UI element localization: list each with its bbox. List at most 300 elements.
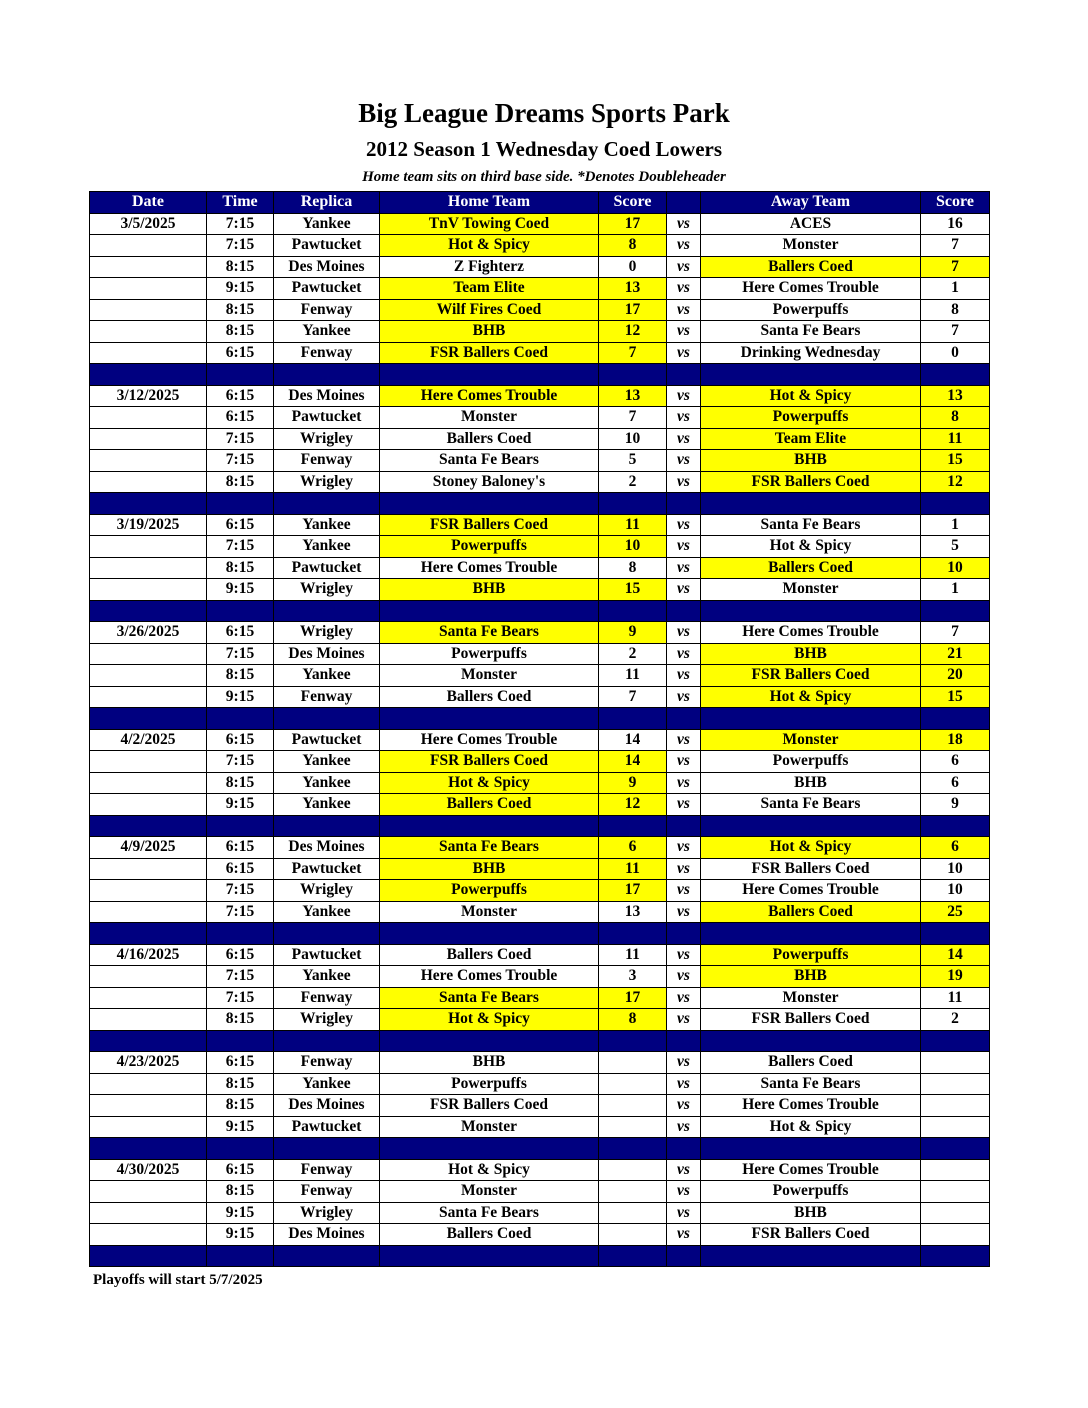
time-cell: 8:15 xyxy=(207,256,274,278)
away-score-cell: 20 xyxy=(921,665,990,687)
home-team-cell: Ballers Coed xyxy=(380,794,599,816)
home-score-cell xyxy=(599,1116,667,1138)
separator-cell xyxy=(921,1030,990,1052)
page-subtitle: 2012 Season 1 Wednesday Coed Lowers xyxy=(365,137,723,161)
home-score-cell xyxy=(599,1181,667,1203)
away-team-cell: Monster xyxy=(701,987,921,1009)
time-cell: 6:15 xyxy=(207,944,274,966)
separator-cell xyxy=(599,923,667,945)
date-cell: 3/19/2025 xyxy=(90,514,207,536)
away-team-cell: BHB xyxy=(701,772,921,794)
time-cell: 9:15 xyxy=(207,1116,274,1138)
home-score-cell: 17 xyxy=(599,213,667,235)
separator-cell xyxy=(921,1138,990,1160)
table-row xyxy=(90,901,990,923)
field-cell: Yankee xyxy=(274,213,380,235)
separator-cell xyxy=(701,364,921,386)
week-separator-row xyxy=(90,1245,990,1267)
date-cell xyxy=(90,342,207,364)
separator-cell xyxy=(207,923,274,945)
vs-cell: vs xyxy=(667,321,701,343)
home-team-cell: Monster xyxy=(380,407,599,429)
col-header-away-score: Score xyxy=(921,192,990,214)
table-row xyxy=(90,987,990,1009)
home-score-cell: 2 xyxy=(599,643,667,665)
col-header-replica: Replica xyxy=(274,192,380,214)
separator-cell xyxy=(380,600,599,622)
date-cell xyxy=(90,880,207,902)
vs-cell: vs xyxy=(667,299,701,321)
separator-cell xyxy=(380,923,599,945)
away-team-cell: FSR Ballers Coed xyxy=(701,858,921,880)
table-row xyxy=(90,428,990,450)
time-cell: 8:15 xyxy=(207,299,274,321)
separator-cell xyxy=(274,923,380,945)
table-row xyxy=(90,450,990,472)
date-cell: 3/12/2025 xyxy=(90,385,207,407)
date-cell xyxy=(90,1224,207,1246)
time-cell: 8:15 xyxy=(207,321,274,343)
date-cell xyxy=(90,665,207,687)
away-score-cell: 7 xyxy=(921,321,990,343)
separator-cell xyxy=(667,364,701,386)
table-row xyxy=(90,557,990,579)
table-row xyxy=(90,1181,990,1203)
vs-cell: vs xyxy=(667,1202,701,1224)
home-score-cell: 14 xyxy=(599,729,667,751)
table-row xyxy=(90,751,990,773)
field-cell: Yankee xyxy=(274,794,380,816)
home-score-cell: 15 xyxy=(599,579,667,601)
home-team-cell: Hot & Spicy xyxy=(380,235,599,257)
away-team-cell: Santa Fe Bears xyxy=(701,321,921,343)
vs-cell: vs xyxy=(667,751,701,773)
schedule-table xyxy=(89,191,990,1267)
home-score-cell: 7 xyxy=(599,342,667,364)
date-cell xyxy=(90,1095,207,1117)
vs-cell: vs xyxy=(667,987,701,1009)
field-cell: Wrigley xyxy=(274,622,380,644)
vs-cell: vs xyxy=(667,514,701,536)
date-cell xyxy=(90,450,207,472)
home-score-cell: 9 xyxy=(599,622,667,644)
away-score-cell: 8 xyxy=(921,299,990,321)
away-score-cell: 15 xyxy=(921,450,990,472)
separator-cell xyxy=(274,708,380,730)
table-row xyxy=(90,880,990,902)
field-cell: Fenway xyxy=(274,987,380,1009)
away-team-cell: ACES xyxy=(701,213,921,235)
week-separator-row xyxy=(90,1138,990,1160)
home-team-cell: Powerpuffs xyxy=(380,536,599,558)
vs-cell: vs xyxy=(667,471,701,493)
away-score-cell: 2 xyxy=(921,1009,990,1031)
field-cell: Fenway xyxy=(274,686,380,708)
time-cell: 8:15 xyxy=(207,772,274,794)
field-cell: Pawtucket xyxy=(274,944,380,966)
vs-cell: vs xyxy=(667,622,701,644)
field-cell: Yankee xyxy=(274,966,380,988)
date-cell xyxy=(90,471,207,493)
home-team-cell: Ballers Coed xyxy=(380,944,599,966)
vs-cell: vs xyxy=(667,1116,701,1138)
separator-cell xyxy=(667,600,701,622)
separator-cell xyxy=(921,815,990,837)
week-separator-row xyxy=(90,923,990,945)
vs-cell: vs xyxy=(667,1095,701,1117)
separator-cell xyxy=(667,493,701,515)
table-row xyxy=(90,256,990,278)
vs-cell: vs xyxy=(667,858,701,880)
field-cell: Pawtucket xyxy=(274,858,380,880)
vs-cell: vs xyxy=(667,1009,701,1031)
home-score-cell: 5 xyxy=(599,450,667,472)
table-row xyxy=(90,278,990,300)
away-team-cell: Ballers Coed xyxy=(701,256,921,278)
table-row xyxy=(90,966,990,988)
date-cell xyxy=(90,321,207,343)
vs-cell: vs xyxy=(667,385,701,407)
away-team-cell: BHB xyxy=(701,450,921,472)
separator-cell xyxy=(599,493,667,515)
separator-cell xyxy=(921,923,990,945)
page-title: Big League Dreams Sports Park xyxy=(358,98,730,128)
away-score-cell: 10 xyxy=(921,880,990,902)
away-team-cell: Hot & Spicy xyxy=(701,536,921,558)
field-cell: Pawtucket xyxy=(274,407,380,429)
time-cell: 7:15 xyxy=(207,536,274,558)
vs-cell: vs xyxy=(667,1052,701,1074)
date-cell xyxy=(90,536,207,558)
home-team-cell: Santa Fe Bears xyxy=(380,837,599,859)
playoffs-note: Playoffs will start 5/7/2025 xyxy=(93,1272,263,1288)
vs-cell: vs xyxy=(667,1073,701,1095)
away-score-cell xyxy=(921,1159,990,1181)
away-team-cell: FSR Ballers Coed xyxy=(701,471,921,493)
away-score-cell: 19 xyxy=(921,966,990,988)
time-cell: 8:15 xyxy=(207,1009,274,1031)
date-cell: 4/30/2025 xyxy=(90,1159,207,1181)
away-team-cell: Powerpuffs xyxy=(701,299,921,321)
separator-cell xyxy=(921,364,990,386)
week-separator-row xyxy=(90,708,990,730)
away-score-cell: 7 xyxy=(921,622,990,644)
separator-cell xyxy=(90,600,207,622)
vs-cell: vs xyxy=(667,944,701,966)
separator-cell xyxy=(380,1138,599,1160)
date-cell xyxy=(90,858,207,880)
vs-cell: vs xyxy=(667,536,701,558)
away-team-cell: Santa Fe Bears xyxy=(701,794,921,816)
vs-cell: vs xyxy=(667,278,701,300)
vs-cell: vs xyxy=(667,966,701,988)
field-cell: Des Moines xyxy=(274,837,380,859)
table-row xyxy=(90,729,990,751)
home-team-cell: Here Comes Trouble xyxy=(380,385,599,407)
home-team-cell: FSR Ballers Coed xyxy=(380,342,599,364)
home-score-cell: 0 xyxy=(599,256,667,278)
home-team-cell: Powerpuffs xyxy=(380,880,599,902)
home-score-cell: 13 xyxy=(599,278,667,300)
time-cell: 7:15 xyxy=(207,880,274,902)
field-cell: Yankee xyxy=(274,665,380,687)
away-score-cell: 11 xyxy=(921,428,990,450)
away-score-cell: 1 xyxy=(921,579,990,601)
vs-cell: vs xyxy=(667,729,701,751)
away-score-cell: 14 xyxy=(921,944,990,966)
time-cell: 6:15 xyxy=(207,385,274,407)
field-cell: Fenway xyxy=(274,450,380,472)
time-cell: 7:15 xyxy=(207,751,274,773)
home-team-cell: BHB xyxy=(380,858,599,880)
home-team-cell: Hot & Spicy xyxy=(380,1009,599,1031)
separator-cell xyxy=(90,493,207,515)
date-cell xyxy=(90,901,207,923)
away-score-cell: 10 xyxy=(921,858,990,880)
home-team-cell: Here Comes Trouble xyxy=(380,729,599,751)
away-score-cell: 21 xyxy=(921,643,990,665)
home-score-cell xyxy=(599,1052,667,1074)
separator-cell xyxy=(274,493,380,515)
separator-cell xyxy=(380,708,599,730)
separator-cell xyxy=(90,1245,207,1267)
field-cell: Wrigley xyxy=(274,1009,380,1031)
home-team-cell: Z Fighterz xyxy=(380,256,599,278)
away-team-cell: Powerpuffs xyxy=(701,751,921,773)
home-team-cell: TnV Towing Coed xyxy=(380,213,599,235)
home-team-cell: Santa Fe Bears xyxy=(380,987,599,1009)
field-cell: Yankee xyxy=(274,321,380,343)
separator-cell xyxy=(274,364,380,386)
separator-cell xyxy=(90,923,207,945)
home-team-cell: FSR Ballers Coed xyxy=(380,514,599,536)
away-score-cell xyxy=(921,1181,990,1203)
vs-cell: vs xyxy=(667,1224,701,1246)
field-cell: Des Moines xyxy=(274,1095,380,1117)
field-cell: Pawtucket xyxy=(274,1116,380,1138)
week-separator-row xyxy=(90,364,990,386)
time-cell: 8:15 xyxy=(207,1181,274,1203)
table-row xyxy=(90,1159,990,1181)
date-cell xyxy=(90,557,207,579)
date-cell xyxy=(90,235,207,257)
date-cell xyxy=(90,278,207,300)
table-row xyxy=(90,235,990,257)
home-score-cell: 10 xyxy=(599,428,667,450)
home-score-cell xyxy=(599,1159,667,1181)
date-cell xyxy=(90,751,207,773)
field-cell: Pawtucket xyxy=(274,729,380,751)
away-team-cell: Ballers Coed xyxy=(701,1052,921,1074)
col-header-away-team: Away Team xyxy=(701,192,921,214)
date-cell: 4/16/2025 xyxy=(90,944,207,966)
field-cell: Pawtucket xyxy=(274,235,380,257)
away-score-cell: 16 xyxy=(921,213,990,235)
time-cell: 6:15 xyxy=(207,622,274,644)
time-cell: 7:15 xyxy=(207,235,274,257)
time-cell: 6:15 xyxy=(207,1052,274,1074)
table-row xyxy=(90,407,990,429)
separator-cell xyxy=(599,600,667,622)
time-cell: 7:15 xyxy=(207,966,274,988)
separator-cell xyxy=(701,708,921,730)
home-team-cell: Ballers Coed xyxy=(380,686,599,708)
separator-cell xyxy=(701,815,921,837)
field-cell: Pawtucket xyxy=(274,278,380,300)
away-team-cell: Drinking Wednesday xyxy=(701,342,921,364)
home-team-cell: Monster xyxy=(380,1181,599,1203)
separator-cell xyxy=(90,1030,207,1052)
home-score-cell: 7 xyxy=(599,686,667,708)
field-cell: Des Moines xyxy=(274,643,380,665)
table-row xyxy=(90,342,990,364)
separator-cell xyxy=(207,600,274,622)
away-score-cell: 18 xyxy=(921,729,990,751)
away-team-cell: FSR Ballers Coed xyxy=(701,1224,921,1246)
away-score-cell: 13 xyxy=(921,385,990,407)
away-score-cell: 7 xyxy=(921,256,990,278)
home-score-cell: 13 xyxy=(599,901,667,923)
away-team-cell: Team Elite xyxy=(701,428,921,450)
separator-cell xyxy=(274,600,380,622)
field-cell: Yankee xyxy=(274,1073,380,1095)
away-team-cell: Ballers Coed xyxy=(701,557,921,579)
home-score-cell: 17 xyxy=(599,299,667,321)
home-team-cell: BHB xyxy=(380,321,599,343)
table-row xyxy=(90,643,990,665)
week-separator-row xyxy=(90,600,990,622)
field-cell: Pawtucket xyxy=(274,557,380,579)
time-cell: 6:15 xyxy=(207,1159,274,1181)
time-cell: 6:15 xyxy=(207,837,274,859)
vs-cell: vs xyxy=(667,557,701,579)
home-team-cell: Powerpuffs xyxy=(380,643,599,665)
away-score-cell: 6 xyxy=(921,751,990,773)
home-score-cell: 8 xyxy=(599,1009,667,1031)
date-cell xyxy=(90,794,207,816)
field-cell: Fenway xyxy=(274,1181,380,1203)
separator-cell xyxy=(274,1030,380,1052)
week-separator-row xyxy=(90,493,990,515)
home-score-cell: 12 xyxy=(599,794,667,816)
separator-cell xyxy=(599,815,667,837)
separator-cell xyxy=(667,815,701,837)
time-cell: 6:15 xyxy=(207,514,274,536)
vs-cell: vs xyxy=(667,256,701,278)
home-score-cell: 2 xyxy=(599,471,667,493)
date-cell: 4/9/2025 xyxy=(90,837,207,859)
time-cell: 7:15 xyxy=(207,213,274,235)
field-cell: Wrigley xyxy=(274,471,380,493)
separator-cell xyxy=(207,708,274,730)
separator-cell xyxy=(667,1138,701,1160)
col-header-date: Date xyxy=(90,192,207,214)
separator-cell xyxy=(599,708,667,730)
date-cell xyxy=(90,643,207,665)
time-cell: 6:15 xyxy=(207,342,274,364)
table-row xyxy=(90,858,990,880)
away-score-cell: 5 xyxy=(921,536,990,558)
separator-cell xyxy=(701,923,921,945)
separator-cell xyxy=(667,923,701,945)
separator-cell xyxy=(380,815,599,837)
home-team-cell: FSR Ballers Coed xyxy=(380,751,599,773)
home-team-cell: Hot & Spicy xyxy=(380,1159,599,1181)
separator-cell xyxy=(921,1245,990,1267)
home-score-cell: 8 xyxy=(599,235,667,257)
separator-cell xyxy=(667,1030,701,1052)
time-cell: 9:15 xyxy=(207,686,274,708)
separator-cell xyxy=(701,1030,921,1052)
away-score-cell: 11 xyxy=(921,987,990,1009)
table-row xyxy=(90,514,990,536)
date-cell xyxy=(90,987,207,1009)
col-header-time: Time xyxy=(207,192,274,214)
home-team-cell: Santa Fe Bears xyxy=(380,450,599,472)
table-row xyxy=(90,622,990,644)
col-header-home-team: Home Team xyxy=(380,192,599,214)
field-cell: Yankee xyxy=(274,901,380,923)
home-team-cell: BHB xyxy=(380,1052,599,1074)
away-team-cell: Santa Fe Bears xyxy=(701,1073,921,1095)
table-row xyxy=(90,536,990,558)
home-score-cell xyxy=(599,1073,667,1095)
separator-cell xyxy=(701,493,921,515)
schedule-note: Home team sits on third base side. *Denotes Doubleheader xyxy=(362,169,726,185)
vs-cell: vs xyxy=(667,794,701,816)
away-team-cell: Hot & Spicy xyxy=(701,385,921,407)
separator-cell xyxy=(90,708,207,730)
week-separator-row xyxy=(90,1030,990,1052)
time-cell: 8:15 xyxy=(207,665,274,687)
separator-cell xyxy=(701,600,921,622)
table-row xyxy=(90,794,990,816)
home-team-cell: FSR Ballers Coed xyxy=(380,1095,599,1117)
vs-cell: vs xyxy=(667,235,701,257)
away-score-cell: 25 xyxy=(921,901,990,923)
away-score-cell xyxy=(921,1224,990,1246)
field-cell: Yankee xyxy=(274,514,380,536)
date-cell xyxy=(90,256,207,278)
table-row xyxy=(90,772,990,794)
vs-cell: vs xyxy=(667,1159,701,1181)
separator-cell xyxy=(380,1030,599,1052)
away-team-cell: BHB xyxy=(701,966,921,988)
away-team-cell: Santa Fe Bears xyxy=(701,514,921,536)
table-row xyxy=(90,1116,990,1138)
away-score-cell: 8 xyxy=(921,407,990,429)
vs-cell: vs xyxy=(667,643,701,665)
date-cell xyxy=(90,1009,207,1031)
time-cell: 7:15 xyxy=(207,987,274,1009)
time-cell: 7:15 xyxy=(207,428,274,450)
time-cell: 9:15 xyxy=(207,794,274,816)
away-score-cell: 1 xyxy=(921,278,990,300)
home-team-cell: Monster xyxy=(380,901,599,923)
table-row xyxy=(90,686,990,708)
home-team-cell: Monster xyxy=(380,665,599,687)
separator-cell xyxy=(90,815,207,837)
home-score-cell: 11 xyxy=(599,944,667,966)
field-cell: Des Moines xyxy=(274,256,380,278)
table-header-row xyxy=(90,192,990,214)
away-team-cell: Hot & Spicy xyxy=(701,686,921,708)
home-score-cell: 13 xyxy=(599,385,667,407)
vs-cell: vs xyxy=(667,880,701,902)
away-team-cell: Ballers Coed xyxy=(701,901,921,923)
table-row xyxy=(90,321,990,343)
away-team-cell: FSR Ballers Coed xyxy=(701,1009,921,1031)
